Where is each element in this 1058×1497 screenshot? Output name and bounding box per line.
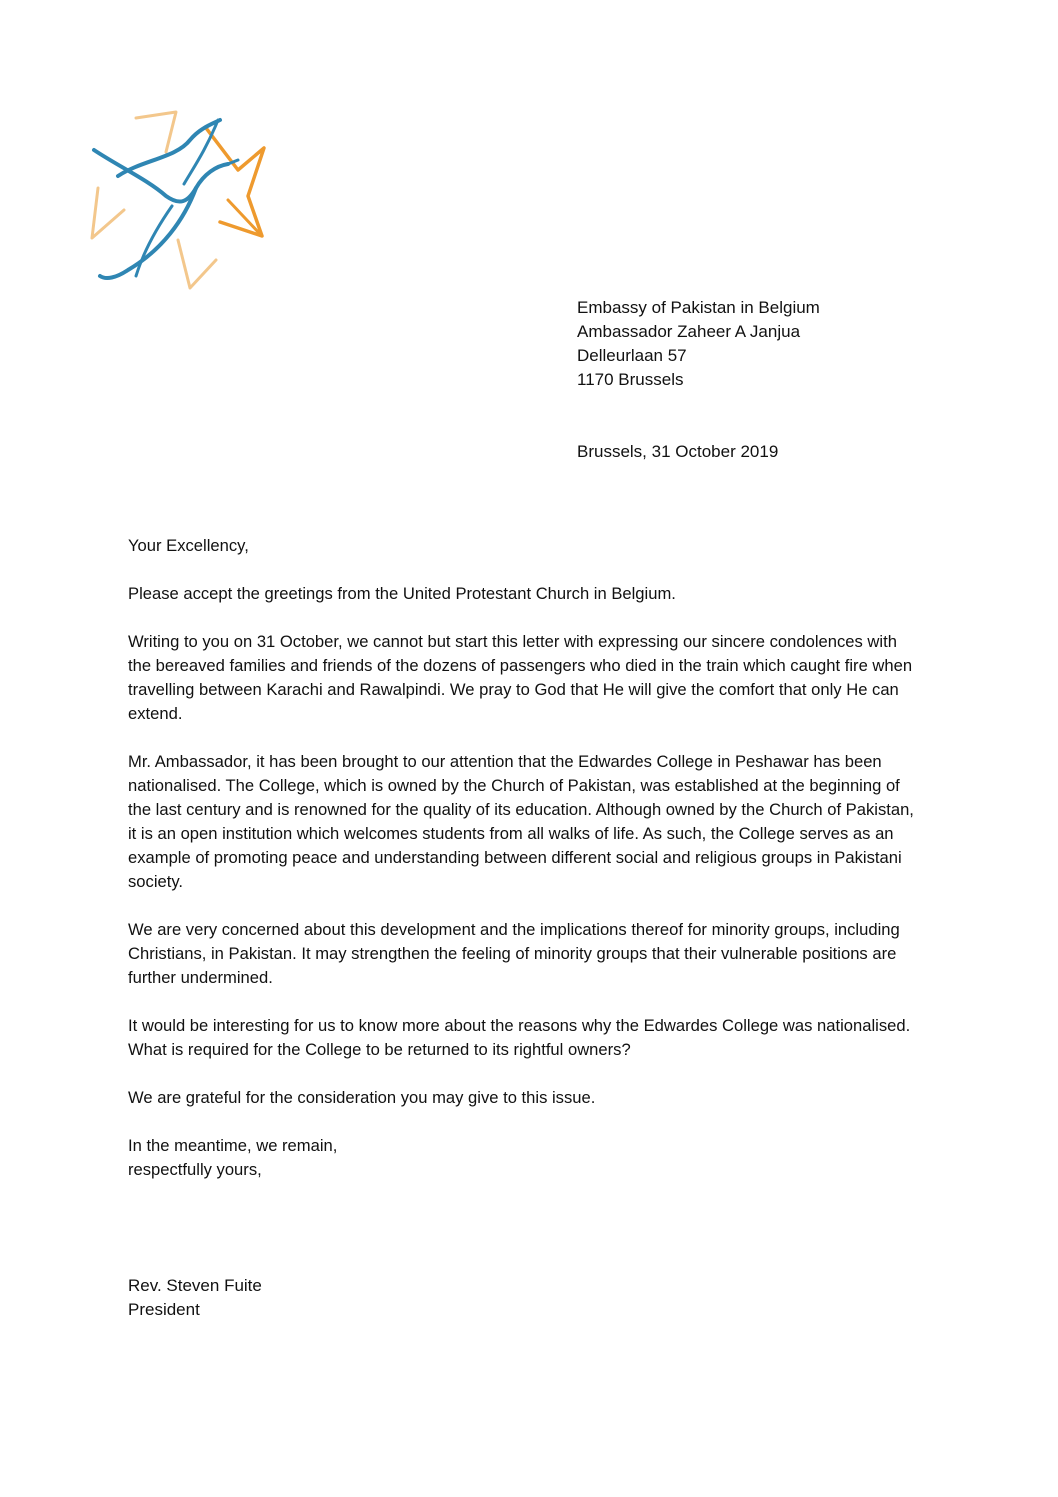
paragraph-greetings: Please accept the greetings from the United Protestant Church in Belgium.: [128, 584, 676, 603]
letter-date: Brussels, 31 October 2019: [577, 442, 779, 461]
closing-line-2: respectfully yours,: [128, 1160, 262, 1179]
signature-block: [128, 1274, 262, 1322]
letter-body: [128, 534, 918, 1182]
salutation: Your Excellency,: [128, 536, 249, 555]
recipient-line-1: Embassy of Pakistan in Belgium: [577, 298, 820, 317]
recipient-address: [577, 296, 820, 392]
paragraph-college: Mr. Ambassador, it has been brought to our attention that the Edwardes College in Peshawar has been nationalised. The College, which is owned by the Church of Pakistan, was established at the beginning of the last century and is renowned for the quality of its education. Although owned by the Church of Pakistan, it is an open institution which welcomes students from all walks of life. As such, the College serves as an example of promoting peace and understanding between different social and religious groups in Pakistani society.: [128, 752, 914, 891]
closing-line-1: In the meantime, we remain,: [128, 1136, 338, 1155]
paragraph-concern: We are very concerned about this development and the implications thereof for minority groups, including Christians, in Pakistan. It may strengthen the feeling of minority groups that their vulnerable positions are further undermined.: [128, 920, 900, 987]
recipient-line-2: Ambassador Zaheer A Janjua: [577, 322, 801, 341]
signatory-name: Rev. Steven Fuite: [128, 1276, 262, 1295]
recipient-line-4: 1170 Brussels: [577, 370, 684, 389]
paragraph-gratitude: We are grateful for the consideration you may give to this issue.: [128, 1088, 596, 1107]
paragraph-question: It would be interesting for us to know more about the reasons why the Edwardes College was nationalised. What is required for the College to be returned to its rightful owners?: [128, 1016, 911, 1059]
recipient-line-3: Delleurlaan 57: [577, 346, 687, 365]
paragraph-condolences: Writing to you on 31 October, we cannot but start this letter with expressing our sincere condolences with the bereaved families and friends of the dozens of passengers who died in the train which caught fire when travelling between Karachi and Rawalpindi. We pray to God that He will give the comfort that only He can extend.: [128, 632, 913, 723]
dove-cross-logo-icon: [88, 110, 273, 290]
signatory-title: President: [128, 1300, 200, 1319]
